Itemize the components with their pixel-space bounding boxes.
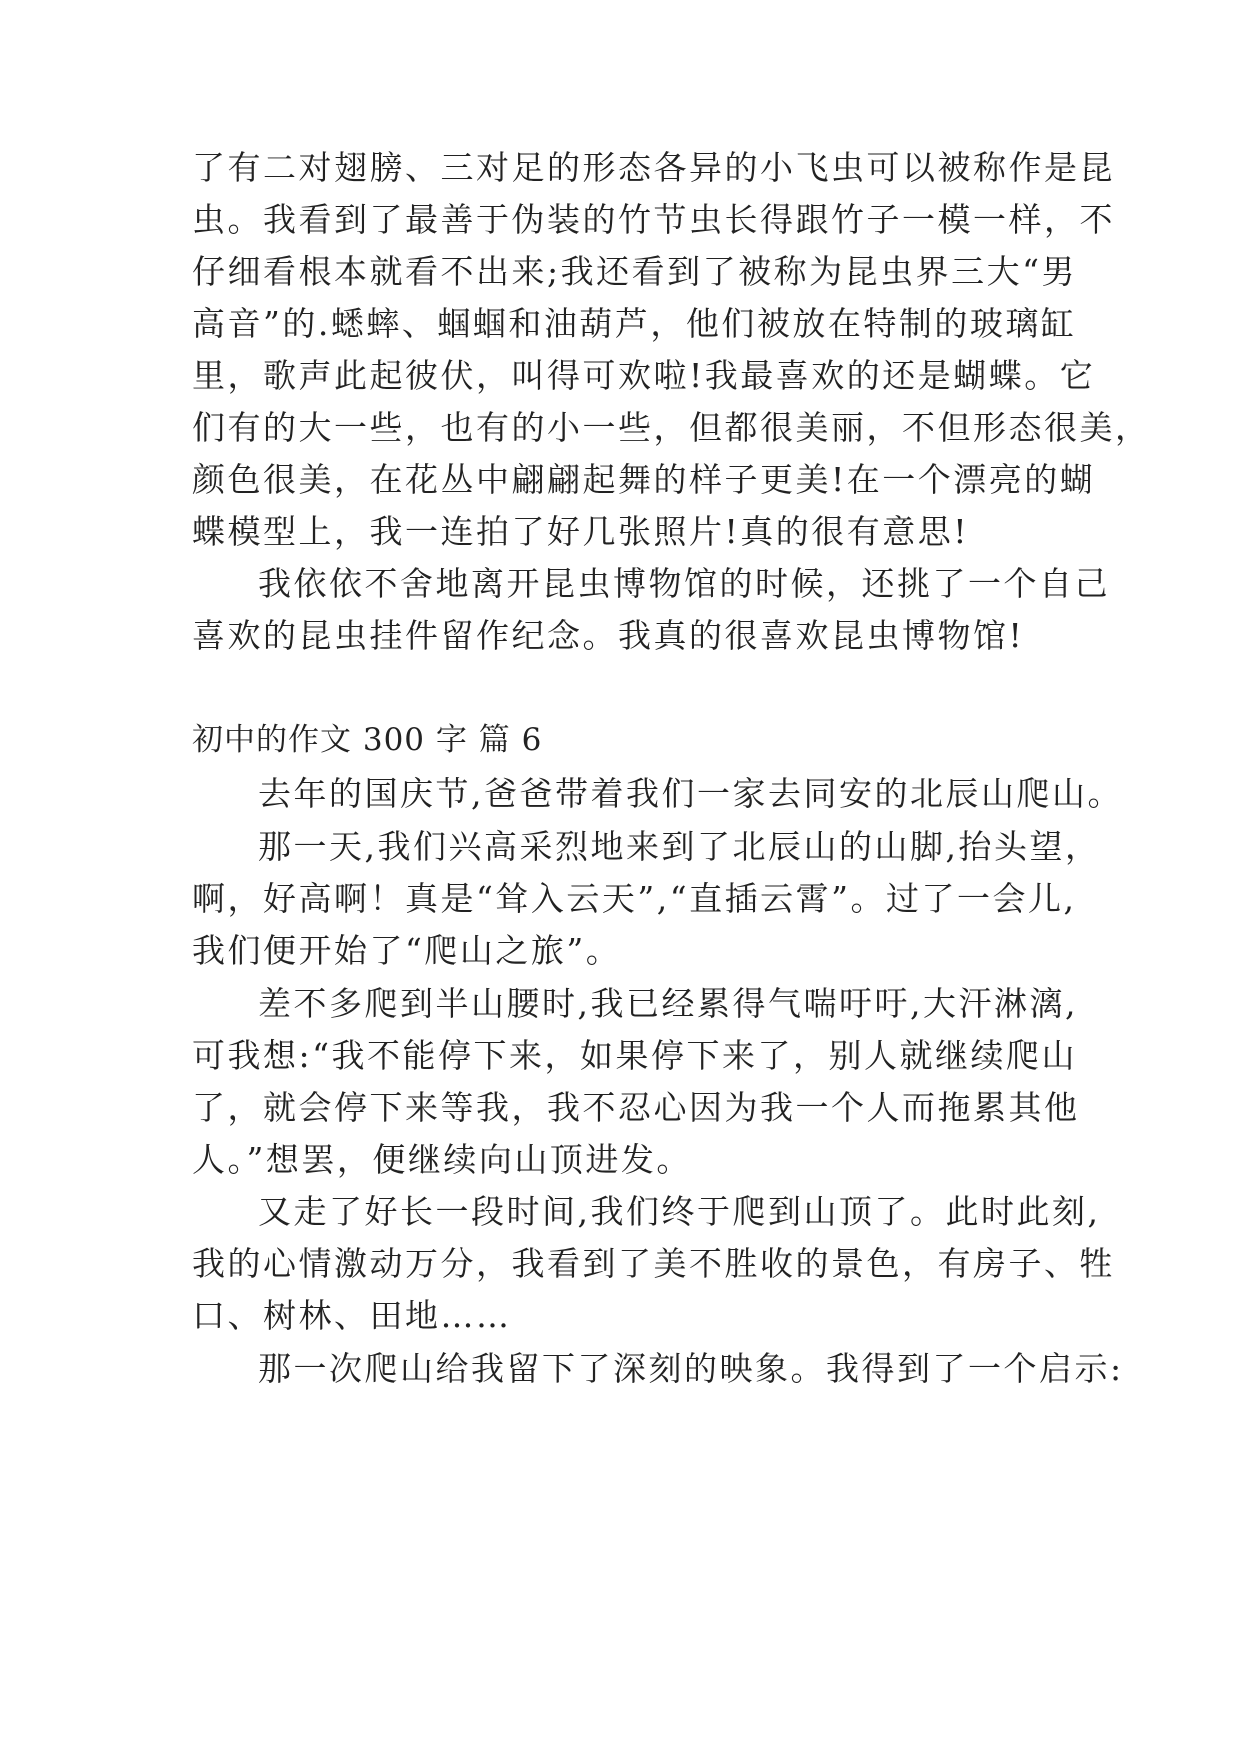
paragraph-line: 虫。我看到了最善于伪装的竹节虫长得跟竹子一模一样，不 bbox=[192, 200, 1115, 239]
paragraph-line: 我们便开始了“爬山之旅”。 bbox=[192, 931, 622, 970]
paragraph-line: 啊，好高啊！真是“耸入云天”,“直插云霄”。过了一会儿, bbox=[192, 879, 1077, 918]
paragraph-line: 了，就会停下来等我，我不忍心因为我一个人而拖累其他 bbox=[192, 1088, 1080, 1127]
paragraph-line: 高音”的.蟋蟀、蝈蝈和油葫芦，他们被放在特制的玻璃缸 bbox=[192, 304, 1077, 343]
paragraph-line: 那一天,我们兴高采烈地来到了北辰山的山脚,抬头望， bbox=[258, 827, 1101, 866]
paragraph-line: 我的心情激动万分，我看到了美不胜收的景色，有房子、牲 bbox=[192, 1244, 1115, 1283]
paragraph-line: 了有二对翅膀、三对足的形态各异的小飞虫可以被称作是昆 bbox=[192, 148, 1115, 187]
paragraph-line: 我依依不舍地离开昆虫博物馆的时候，还挑了一个自己 bbox=[258, 564, 1110, 603]
paragraph-line: 又走了好长一段时间,我们终于爬到山顶了。此时此刻, bbox=[258, 1192, 1101, 1231]
paragraph-line: 里，歌声此起彼伏，叫得可欢啦!我最喜欢的还是蝴蝶。它 bbox=[192, 356, 1096, 395]
paragraph-line: 差不多爬到半山腰时,我已经累得气喘吁吁,大汗淋漓, bbox=[258, 984, 1078, 1023]
paragraph-line: 们有的大一些，也有的小一些，但都很美丽，不但形态很美， bbox=[192, 408, 1151, 447]
paragraph-line: 颜色很美，在花丛中翩翩起舞的样子更美!在一个漂亮的蝴 bbox=[192, 460, 1096, 499]
paragraph-line: 仔细看根本就看不出来;我还看到了被称为昆虫界三大“男 bbox=[192, 252, 1077, 291]
paragraph-line: 蝶模型上，我一连拍了好几张照片!真的很有意思! bbox=[192, 512, 970, 551]
paragraph-line: 去年的国庆节,爸爸带着我们一家去同安的北辰山爬山。 bbox=[258, 774, 1123, 813]
paragraph-line: 可我想:“我不能停下来，如果停下来了，别人就继续爬山 bbox=[192, 1036, 1077, 1075]
paragraph-line: 口、树林、田地…… bbox=[192, 1296, 512, 1335]
paragraph-line: 喜欢的昆虫挂件留作纪念。我真的很喜欢昆虫博物馆! bbox=[192, 616, 1025, 655]
paragraph-line: 人。”想罢，便继续向山顶进发。 bbox=[192, 1140, 692, 1179]
section-title: 初中的作文 300 字 篇 6 bbox=[192, 722, 543, 758]
paragraph-line: 那一次爬山给我留下了深刻的映象。我得到了一个启示: bbox=[258, 1349, 1124, 1388]
